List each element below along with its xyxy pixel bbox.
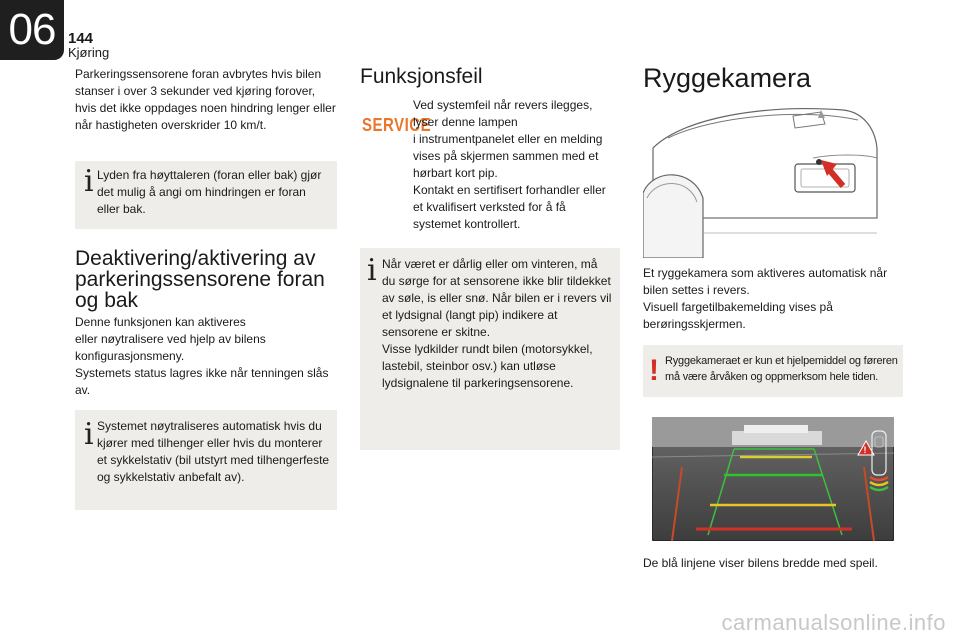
deactivation-line-2: eller nøytralisere ved hjelp av bilens konfigurasjonsmeny. (75, 332, 266, 363)
column-1 (75, 66, 337, 134)
camera-caption-block (643, 555, 905, 572)
info-note-1 (75, 161, 337, 229)
camera-section (643, 63, 903, 93)
info-icon: i (84, 164, 94, 199)
camera-line-1: Et ryggekamera som aktiveres automatisk når bilen settes i revers. (643, 266, 888, 297)
section-title: Kjøring (68, 45, 110, 60)
deactivation-heading: Deaktivering/aktivering av parkeringssensorene foran og bak (75, 247, 325, 312)
footer-watermark: carmanualsonline.info (721, 610, 946, 635)
info-note-3 (360, 248, 620, 450)
deactivation-line-1: Denne funksjonen kan aktiveres (75, 315, 246, 329)
svg-text:!: ! (863, 445, 867, 455)
warning-note-text: Ryggekameraet er kun et hjelpemiddel og føreren må være årvåken og oppmerksom hele tiden. (665, 355, 898, 383)
camera-caption: De blå linjene viser bilens bredde med speil. (643, 556, 878, 570)
car-rear-illustration (643, 98, 878, 258)
fault-body (413, 97, 613, 233)
intro-paragraph: Parkeringssensorene foran avbrytes hvis bilen stanser i over 3 sekunder ved kjøring forover, hvis det ikke oppdages noen hindring lenger eller når hastigheten overskrider 10 km/t. (75, 67, 336, 132)
fault-section (360, 66, 620, 87)
info-note-2-text: Systemet nøytraliseres automatisk hvis du kjører med tilhenger eller hvis du monterer et sykkelstativ (bil utstyrt med tilhengerfeste og sykkelstativ anbefalt av). (97, 419, 330, 484)
deactivation-section (75, 248, 337, 311)
page-number: 144 (68, 30, 94, 47)
exclamation-icon: ! (649, 354, 659, 387)
fault-line-1: Ved systemfeil når revers ilegges, lyser denne lampen (413, 98, 593, 129)
fault-heading: Funksjonsfeil (360, 65, 483, 88)
fault-line-2: i instrumentpanelet eller en melding vises på skjermen sammen med et hørbart kort pip. (413, 132, 603, 180)
info-icon: i (367, 253, 377, 288)
reverse-camera-screen (652, 417, 894, 541)
warning-note (643, 345, 903, 397)
chapter-badge: 06 (0, 0, 64, 60)
deactivation-line-3: Systemets status lagres ikke når tenningen slås av. (75, 366, 329, 397)
camera-body (643, 265, 905, 333)
info-note-2 (75, 410, 337, 510)
camera-line-2: Visuell fargetilbakemelding vises på berøringsskjermen. (643, 300, 833, 331)
info-icon: i (84, 417, 94, 452)
deactivation-body (75, 314, 337, 399)
fault-line-3: Kontakt en sertifisert forhandler eller et kvalifisert verksted for å få systemet kontrollert. (413, 183, 606, 231)
service-warning-icon: SERVICE (362, 115, 432, 136)
camera-heading: Ryggekamera (643, 63, 812, 93)
info-note-1-text: Lyden fra høyttaleren (foran eller bak) gjør det mulig å angi om hindringen er foran eller bak. (97, 168, 322, 216)
info-note-3-text: Når været er dårlig eller om vinteren, må du sørge for at sensorene ikke blir tildekket av søle, is eller snø. Når bilen er i revers vil et lydsignal (langt pip) indikere at sensorene er skitne. Visse lydkilder rundt bilen (motorsykkel, lastebil, steinbor osv.) kan utløse lydsignalene til parkeringsensorene. (382, 257, 612, 390)
